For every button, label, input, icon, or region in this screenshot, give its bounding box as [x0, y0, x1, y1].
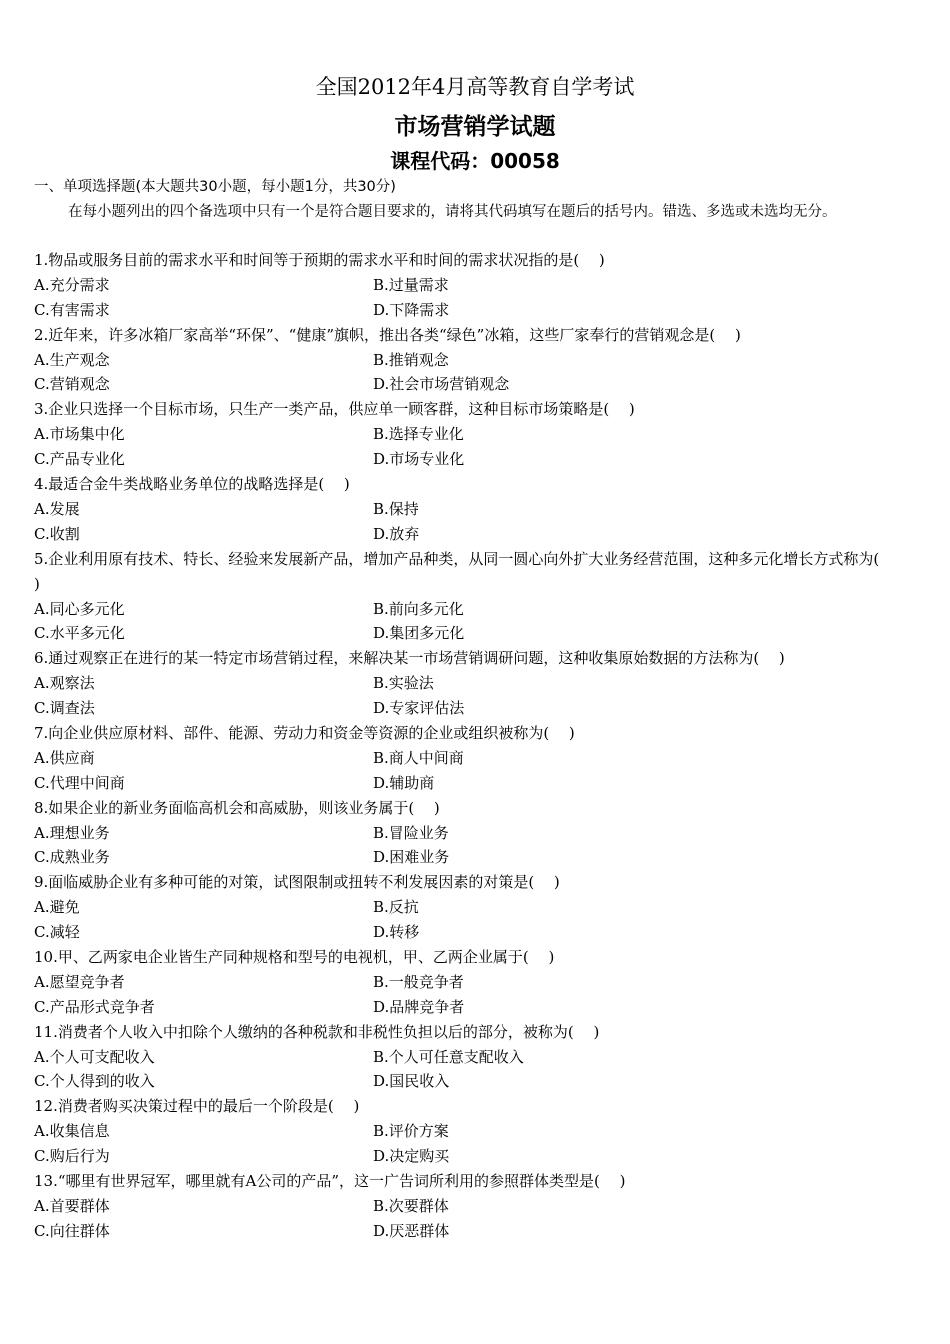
- option-d: D.集团多元化: [373, 624, 465, 643]
- option-b: B.过量需求: [373, 275, 449, 294]
- option-row: [34, 696, 894, 721]
- question-stem: 7.向企业供应原材料、部件、能源、劳动力和资金等资源的企业或组织被称为( ): [34, 723, 575, 742]
- option-a: A.充分需求: [34, 275, 110, 294]
- option-c: C.购后行为: [34, 1147, 110, 1166]
- option-row: [34, 447, 894, 472]
- option-row: [34, 920, 894, 945]
- option-row: [34, 348, 894, 373]
- question-item: [34, 248, 894, 323]
- question-stem: 10.甲、乙两家电企业皆生产同种规格和型号的电视机，甲、乙两企业属于( ): [34, 947, 555, 966]
- option-a: A.市场集中化: [34, 425, 125, 444]
- course-code: 课程代码：00058: [390, 149, 560, 173]
- option-c: C.调查法: [34, 699, 95, 718]
- question-stem: 11.消费者个人收入中扣除个人缴纳的各种税款和非税性负担以后的部分，被称为( ): [34, 1022, 600, 1041]
- option-b: B.商人中间商: [373, 748, 464, 767]
- option-a: A.收集信息: [34, 1122, 110, 1141]
- question-item: [34, 1094, 894, 1169]
- option-b: B.实验法: [373, 674, 434, 693]
- question-item: [34, 1020, 894, 1095]
- option-row: [34, 995, 894, 1020]
- option-row: [34, 1194, 894, 1219]
- option-d: D.社会市场营销观念: [373, 375, 510, 394]
- question-stem: 13.“哪里有世界冠军，哪里就有A公司的产品”，这一广告词所利用的参照群体类型是( ): [34, 1171, 626, 1190]
- option-d: D.决定购买: [373, 1147, 450, 1166]
- option-d: D.专家评估法: [373, 699, 465, 718]
- option-row: [34, 522, 894, 547]
- option-a: A.首要群体: [34, 1196, 110, 1215]
- question-item: [34, 945, 894, 1020]
- option-b: B.推销观念: [373, 350, 449, 369]
- option-row: [34, 1119, 894, 1144]
- option-b: B.一般竞争者: [373, 972, 464, 991]
- option-a: A.供应商: [34, 748, 95, 767]
- option-c: C.收割: [34, 524, 80, 543]
- option-row: [34, 273, 894, 298]
- option-c: C.个人得到的收入: [34, 1072, 155, 1091]
- option-row: [34, 845, 894, 870]
- option-b: B.冒险业务: [373, 823, 449, 842]
- question-stem: 2.近年来，许多冰箱厂家高举“环保”、“健康”旗帜，推出各类“绿色”冰箱，这些厂家奉行的营销观念是( ): [34, 325, 741, 344]
- question-stem: 6.通过观察正在进行的某一特定市场营销过程，来解决某一市场营销调研问题，这种收集原始数据的方法称为( ): [34, 649, 785, 668]
- question-item: [34, 646, 894, 721]
- option-a: A.发展: [34, 499, 80, 518]
- option-b: B.保持: [373, 499, 419, 518]
- option-b: B.评价方案: [373, 1122, 449, 1141]
- exam-title: 市场营销学试题: [394, 114, 556, 140]
- exam-header-line: 全国2012年4月高等教育自学考试: [315, 75, 635, 99]
- option-c: C.成熟业务: [34, 848, 110, 867]
- option-d: D.困难业务: [373, 848, 450, 867]
- question-item: [34, 323, 894, 398]
- option-row: [34, 895, 894, 920]
- option-b: B.反抗: [373, 898, 419, 917]
- option-c: C.向往群体: [34, 1221, 110, 1240]
- option-row: [34, 746, 894, 771]
- option-c: C.有害需求: [34, 300, 110, 319]
- option-d: D.品牌竞争者: [373, 997, 465, 1016]
- option-a: A.愿望竞争者: [34, 972, 125, 991]
- option-c: C.营销观念: [34, 375, 110, 394]
- option-a: A.同心多元化: [34, 599, 125, 618]
- option-row: [34, 1144, 894, 1169]
- option-d: D.市场专业化: [373, 450, 465, 469]
- option-row: [34, 1069, 894, 1094]
- question-stem: 1.物品或服务目前的需求水平和时间等于预期的需求水平和时间的需求状况指的是( ): [34, 251, 605, 269]
- question-stem: 4.最适合金牛类战略业务单位的战略选择是( ): [34, 475, 350, 494]
- option-row: [34, 621, 894, 646]
- question-stem: 12.消费者购买决策过程中的最后一个阶段是( ): [34, 1097, 360, 1116]
- question-item: [34, 721, 894, 796]
- option-row: [34, 597, 894, 622]
- option-d: D.下降需求: [373, 300, 450, 319]
- question-item: [34, 472, 894, 547]
- section-instruction: 在每小题列出的四个备选项中只有一个是符合题目要求的，请将其代码填写在题后的括号内。错选、多选或未选均无分。: [68, 204, 837, 220]
- option-c: C.水平多元化: [34, 624, 125, 643]
- option-row: [34, 1045, 894, 1070]
- option-c: C.减轻: [34, 923, 80, 942]
- option-a: A.生产观念: [34, 350, 110, 369]
- question-stem: 3.企业只选择一个目标市场，只生产一类产品，供应单一顾客群，这种目标市场策略是( ): [34, 400, 635, 419]
- option-row: [34, 298, 894, 323]
- question-item: [34, 870, 894, 945]
- question-list: [34, 248, 899, 1244]
- option-row: [34, 497, 894, 522]
- option-d: D.国民收入: [373, 1072, 450, 1091]
- option-row: [34, 671, 894, 696]
- question-item: [34, 397, 894, 472]
- question-item: [34, 796, 894, 871]
- option-c: C.产品形式竞争者: [34, 997, 155, 1016]
- option-d: D.厌恶群体: [373, 1221, 450, 1240]
- option-d: D.辅助商: [373, 773, 435, 792]
- option-b: B.选择专业化: [373, 425, 464, 444]
- question-stem: 8.如果企业的新业务面临高机会和高威胁，则该业务属于( ): [34, 798, 440, 817]
- question-item: [34, 547, 899, 647]
- option-a: A.理想业务: [34, 823, 110, 842]
- option-b: B.个人可任意支配收入: [373, 1047, 524, 1066]
- option-c: C.产品专业化: [34, 450, 125, 469]
- option-d: D.转移: [373, 923, 420, 942]
- option-row: [34, 771, 894, 796]
- option-row: [34, 372, 894, 397]
- option-d: D.放弃: [373, 524, 420, 543]
- question-item: [34, 1169, 894, 1244]
- option-row: [34, 422, 894, 447]
- option-c: C.代理中间商: [34, 773, 125, 792]
- option-row: [34, 1219, 894, 1244]
- option-b: B.前向多元化: [373, 599, 464, 618]
- option-a: A.个人可支配收入: [34, 1047, 155, 1066]
- section-heading: 一、单项选择题(本大题共30小题，每小题1分，共30分): [34, 179, 396, 195]
- question-stem: 5.企业利用原有技术、特长、经验来发展新产品，增加产品种类，从同一圆心向外扩大业务经营范围，这种多元化增长方式称为( ): [34, 549, 899, 593]
- option-a: A.观察法: [34, 674, 95, 693]
- question-stem: 9.面临威胁企业有多种可能的对策，试图限制或扭转不利发展因素的对策是( ): [34, 873, 560, 892]
- option-b: B.次要群体: [373, 1196, 449, 1215]
- option-a: A.避免: [34, 898, 80, 917]
- option-row: [34, 970, 894, 995]
- option-row: [34, 821, 894, 846]
